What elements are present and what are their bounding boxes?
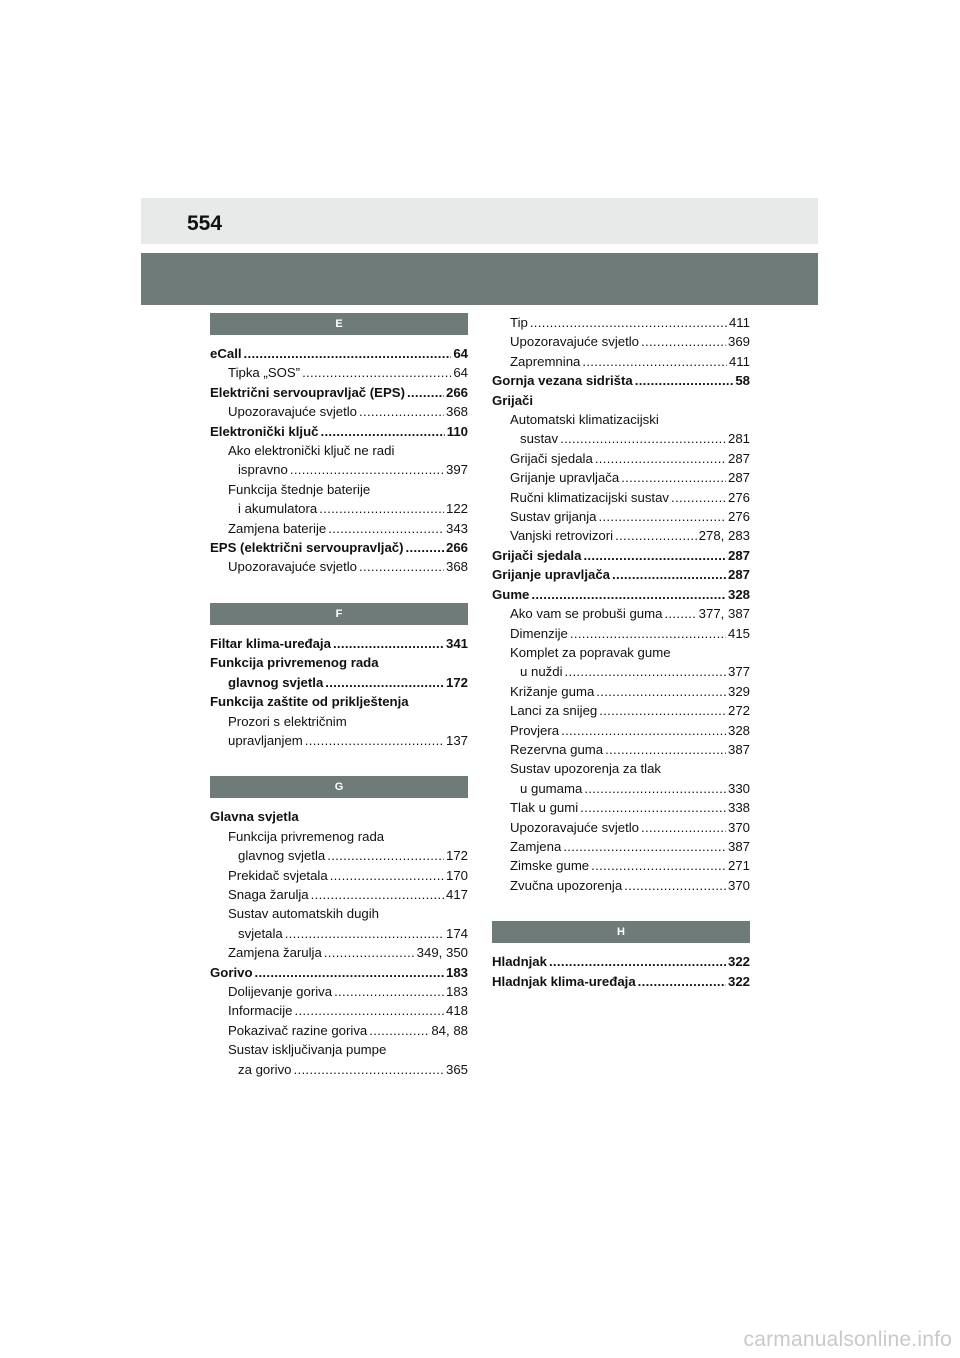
leader-dots — [560, 429, 726, 448]
section-spacer — [492, 895, 750, 921]
leader-dots — [294, 1060, 444, 1079]
index-subentry — [210, 499, 468, 518]
page-number: 554 — [187, 212, 223, 235]
leader-dots — [407, 383, 444, 402]
index-subentry — [492, 876, 750, 895]
entry-page: 58 — [735, 373, 750, 389]
leader-dots — [599, 507, 726, 526]
index-entry — [492, 972, 750, 991]
index-entry — [210, 673, 468, 692]
entry-text: Sustav isključivanja pumpe — [228, 1042, 387, 1058]
entry-page: 330 — [727, 780, 750, 796]
leader-dots — [327, 846, 444, 865]
leader-dots — [641, 818, 726, 837]
index-subentry — [492, 429, 750, 448]
entry-text: sustav — [520, 431, 559, 447]
entry-text: glavnog svjetla — [238, 848, 326, 864]
entry-page: 415 — [727, 625, 750, 641]
entry-text: Tlak u gumi — [510, 800, 579, 816]
entry-text: Automatski klimatizacijski — [510, 412, 659, 428]
entry-text: Križanje guma — [510, 683, 595, 699]
leader-dots — [290, 460, 444, 479]
index-subentry — [210, 846, 468, 865]
leader-dots — [563, 837, 726, 856]
index-entry — [492, 371, 750, 390]
leader-dots — [565, 662, 726, 681]
index-subentry — [492, 449, 750, 468]
entry-text: Funkcija štednje baterije — [228, 481, 371, 497]
title-band — [141, 253, 818, 305]
header-bar — [141, 198, 818, 244]
index-subentry — [210, 904, 468, 923]
leader-dots — [584, 779, 726, 798]
index-subentry — [492, 701, 750, 720]
index-entry — [492, 546, 750, 565]
entry-text: Električni servoupravljač (EPS) — [210, 384, 405, 400]
index-entry — [492, 952, 750, 971]
entry-text: Funkcija privremenog rada — [228, 828, 385, 844]
index-subentry — [210, 480, 468, 499]
entry-text: upravljanjem — [228, 732, 303, 748]
entry-page: 287 — [727, 547, 750, 563]
entry-text: Grijanje upravljača — [492, 567, 611, 583]
entry-text: Ručni klimatizacijski sustav — [510, 489, 670, 505]
entry-text: Gorivo — [210, 964, 253, 980]
index-subentry — [492, 313, 750, 332]
entry-page: 122 — [445, 501, 468, 517]
index-subentry — [492, 662, 750, 681]
entry-text: Grijači — [492, 392, 534, 408]
entry-text: Filtar klima-uređaja — [210, 635, 331, 651]
index-subentry — [210, 827, 468, 846]
leader-dots — [359, 402, 444, 421]
index-subentry — [492, 352, 750, 371]
leader-dots — [591, 856, 726, 875]
entry-page: 64 — [453, 365, 468, 381]
index-subentry — [492, 468, 750, 487]
entry-text: Vanjski retrovizori — [510, 528, 614, 544]
entry-text: EPS (električni servoupravljač) — [210, 540, 404, 556]
index-subentry — [210, 1040, 468, 1059]
leader-dots — [255, 963, 444, 982]
index-subentry — [492, 643, 750, 662]
entry-page: 411 — [728, 353, 750, 369]
index-subentry — [210, 1021, 468, 1040]
entry-text: ispravno — [238, 462, 288, 478]
index-entry — [210, 634, 468, 653]
entry-page: 341 — [445, 635, 468, 651]
index-subentry — [492, 604, 750, 623]
entry-text: Prekidač svjetala — [228, 867, 328, 883]
entry-page: 183 — [445, 964, 468, 980]
leader-dots — [549, 952, 726, 971]
entry-text: Upozoravajuće svjetlo — [510, 819, 640, 835]
entry-text: Gornja vezana sidrišta — [492, 373, 633, 389]
entry-page: 397 — [445, 462, 468, 478]
entry-text: Zamjena — [510, 838, 562, 854]
bar-gap — [210, 625, 468, 634]
index-subentry — [210, 982, 468, 1001]
leader-dots — [599, 701, 726, 720]
entry-page: 349, 350 — [416, 945, 468, 961]
entry-page: 368 — [445, 559, 468, 575]
entry-page: 287 — [727, 567, 750, 583]
entry-page: 387 — [727, 838, 750, 854]
entry-page: 183 — [445, 983, 468, 999]
entry-page: 287 — [727, 470, 750, 486]
bar-gap — [210, 335, 468, 344]
leader-dots — [671, 488, 726, 507]
entry-page: 377 — [727, 664, 750, 680]
entry-text: Zamjena baterije — [228, 520, 327, 536]
entry-page: 64 — [453, 346, 468, 361]
leader-dots — [624, 876, 726, 895]
entry-text: svjetala — [238, 925, 283, 941]
entry-page: 387 — [727, 741, 750, 757]
entry-page: 271 — [727, 858, 750, 874]
index-subentry — [210, 519, 468, 538]
section-letter-bar: H — [492, 921, 750, 943]
leader-dots — [605, 740, 726, 759]
leader-dots — [406, 538, 444, 557]
entry-page: 272 — [727, 703, 750, 719]
entry-page: 365 — [445, 1061, 468, 1077]
entry-text: Glavna svjetla — [210, 809, 299, 825]
index-subentry — [210, 441, 468, 460]
index-subentry — [210, 1060, 468, 1079]
entry-text: za gorivo — [238, 1061, 292, 1077]
entry-page: 110 — [446, 423, 468, 439]
entry-text: eCall — [210, 346, 242, 361]
entry-page: 368 — [445, 404, 468, 420]
entry-text: Funkcija zaštite od priklještenja — [210, 694, 409, 710]
index-subentry — [210, 885, 468, 904]
entry-text: Lanci za snijeg — [510, 703, 598, 719]
index-subentry — [492, 740, 750, 759]
entry-text: Gume — [492, 586, 530, 602]
entry-page: 370 — [727, 877, 750, 893]
section-spacer — [210, 577, 468, 603]
entry-text: Sustav upozorenja za tlak — [510, 761, 662, 777]
entry-text: Grijači sjedala — [492, 547, 582, 563]
index-subentry — [492, 798, 750, 817]
section-letter-bar: G — [210, 776, 468, 798]
index-entry — [210, 963, 468, 982]
index-subentry — [492, 759, 750, 778]
leader-dots — [333, 634, 444, 653]
leader-dots — [369, 1021, 429, 1040]
leader-dots — [596, 682, 726, 701]
leader-dots — [583, 546, 726, 565]
leader-dots — [324, 943, 415, 962]
entry-page: 328 — [727, 586, 750, 602]
index-subentry — [210, 731, 468, 750]
entry-page: 338 — [727, 800, 750, 816]
index-subentry — [210, 866, 468, 885]
leader-dots — [359, 557, 444, 576]
entry-page: 174 — [445, 925, 468, 941]
entry-text: u nuždi — [520, 664, 563, 680]
index-subentry — [492, 818, 750, 837]
entry-text: Ako vam se probuši guma — [510, 606, 663, 622]
leader-dots — [612, 565, 726, 584]
entry-page: 170 — [445, 867, 468, 883]
section-letter-bar: E — [210, 313, 468, 335]
leader-dots — [641, 332, 726, 351]
index-entry — [492, 585, 750, 604]
entry-page: 84, 88 — [431, 1022, 468, 1038]
entry-page: 417 — [445, 886, 468, 902]
index-subentry — [492, 779, 750, 798]
index-subentry — [492, 721, 750, 740]
entry-page: 281 — [727, 431, 750, 447]
leader-dots — [244, 344, 452, 363]
leader-dots — [334, 982, 444, 1001]
index-column-right — [492, 313, 750, 991]
leader-dots — [295, 1001, 444, 1020]
index-entry — [210, 692, 468, 711]
bar-gap — [492, 943, 750, 952]
leader-dots — [635, 371, 734, 390]
index-entry — [492, 565, 750, 584]
section-spacer — [210, 750, 468, 776]
entry-text: Zimske gume — [510, 858, 590, 874]
index-subentry — [210, 924, 468, 943]
bar-gap — [210, 798, 468, 807]
index-subentry — [492, 682, 750, 701]
index-entry — [210, 383, 468, 402]
entry-text: Upozoravajuće svjetlo — [228, 559, 358, 575]
leader-dots — [330, 866, 444, 885]
entry-page: 266 — [445, 384, 468, 400]
index-subentry — [210, 943, 468, 962]
leader-dots — [638, 972, 726, 991]
leader-dots — [615, 526, 697, 545]
entry-page: 418 — [445, 1003, 468, 1019]
entry-text: Upozoravajuće svjetlo — [510, 334, 640, 350]
leader-dots — [530, 313, 727, 332]
entry-page: 329 — [727, 683, 750, 699]
entry-page: 278, 283 — [698, 528, 750, 544]
index-subentry — [210, 460, 468, 479]
index-subentry — [492, 624, 750, 643]
index-entry — [210, 344, 468, 363]
entry-page: 287 — [727, 450, 750, 466]
index-subentry — [492, 488, 750, 507]
entry-page: 172 — [445, 848, 468, 864]
index-subentry — [210, 557, 468, 576]
leader-dots — [580, 798, 726, 817]
entry-page: 266 — [445, 540, 468, 556]
entry-page: 377, 387 — [698, 606, 750, 622]
entry-text: Elektronički ključ — [210, 423, 319, 439]
index-subentry — [492, 856, 750, 875]
leader-dots — [595, 449, 726, 468]
leader-dots — [582, 352, 727, 371]
leader-dots — [664, 604, 696, 623]
entry-page: 276 — [727, 489, 750, 505]
index-column-left — [210, 313, 468, 1079]
index-entry — [210, 422, 468, 441]
index-subentry — [492, 837, 750, 856]
entry-text: Ako elektronički ključ ne radi — [228, 443, 395, 459]
index-subentry — [492, 526, 750, 545]
leader-dots — [320, 422, 444, 441]
entry-text: Hladnjak klima-uređaja — [492, 973, 636, 989]
section-letter-bar: F — [210, 603, 468, 625]
entry-text: Dimenzije — [510, 625, 568, 641]
entry-text: Komplet za popravak gume — [510, 644, 671, 660]
entry-text: Snaga žarulja — [228, 886, 309, 902]
entry-page: 328 — [727, 722, 750, 738]
entry-text: Zvučna upozorenja — [510, 877, 623, 893]
entry-page: 276 — [727, 509, 750, 525]
entry-text: Dolijevanje goriva — [228, 983, 333, 999]
entry-page: 343 — [445, 520, 468, 536]
index-entry — [210, 807, 468, 826]
leader-dots — [328, 519, 444, 538]
watermark: carmanualsonline.info — [743, 1328, 952, 1351]
leader-dots — [621, 468, 726, 487]
index-subentry — [210, 402, 468, 421]
leader-dots — [285, 924, 444, 943]
entry-text: Upozoravajuće svjetlo — [228, 404, 358, 420]
entry-text: Funkcija privremenog rada — [210, 655, 379, 671]
leader-dots — [319, 499, 444, 518]
entry-text: Prozori s električnim — [228, 713, 347, 729]
index-subentry — [210, 712, 468, 731]
entry-text: Informacije — [228, 1003, 293, 1019]
entry-page: 322 — [727, 954, 750, 970]
entry-text: Zamjena žarulja — [228, 945, 322, 961]
index-entry — [210, 538, 468, 557]
entry-page: 137 — [445, 732, 468, 748]
index-subentry — [492, 332, 750, 351]
index-subentry — [492, 410, 750, 429]
entry-text: Sustav automatskih dugih — [228, 906, 380, 922]
entry-text: Zapremnina — [510, 353, 581, 369]
leader-dots — [311, 885, 444, 904]
entry-text: Rezervna guma — [510, 741, 604, 757]
entry-text: Pokazivač razine goriva — [228, 1022, 368, 1038]
entry-text: Provjera — [510, 722, 560, 738]
leader-dots — [570, 624, 726, 643]
entry-text: glavnog svjetla — [228, 674, 324, 690]
leader-dots — [325, 673, 444, 692]
entry-page: 369 — [727, 334, 750, 350]
entry-text: i akumulatora — [238, 501, 318, 517]
entry-text: Tip — [510, 315, 528, 330]
entry-page: 322 — [727, 973, 750, 989]
index-subentry — [210, 1001, 468, 1020]
entry-text: Grijači sjedala — [510, 450, 593, 466]
index-subentry — [492, 507, 750, 526]
leader-dots — [531, 585, 726, 604]
leader-dots — [561, 721, 726, 740]
entry-text: Tipka „SOS” — [228, 365, 301, 381]
entry-text: u gumama — [520, 780, 583, 796]
entry-page: 411 — [728, 315, 750, 330]
index-entry — [210, 653, 468, 672]
entry-text: Hladnjak — [492, 954, 547, 970]
index-entry — [492, 391, 750, 410]
leader-dots — [305, 731, 444, 750]
entry-page: 370 — [727, 819, 750, 835]
leader-dots — [302, 363, 451, 382]
entry-text: Sustav grijanja — [510, 509, 597, 525]
index-subentry — [210, 363, 468, 382]
entry-text: Grijanje upravljača — [510, 470, 620, 486]
entry-page: 172 — [445, 674, 468, 690]
